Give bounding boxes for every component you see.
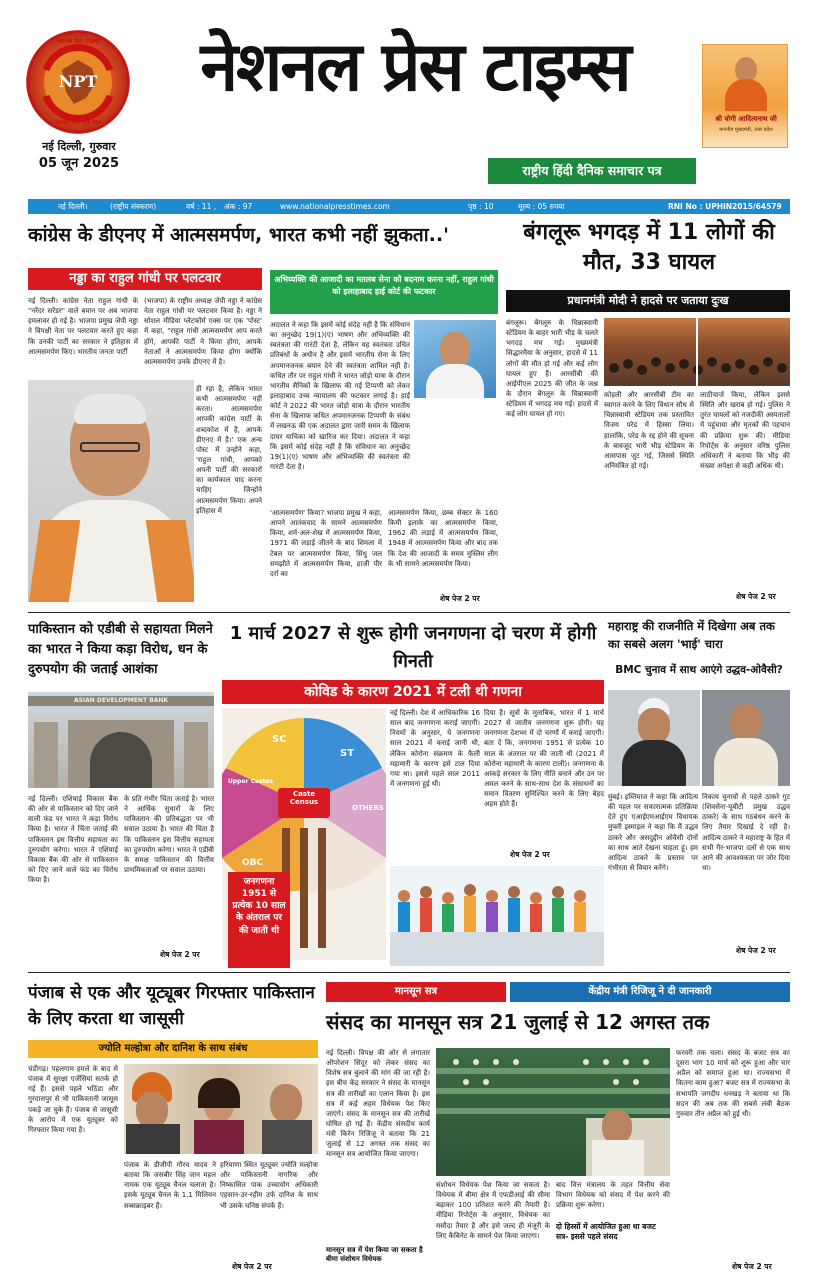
divider-lower	[28, 972, 790, 973]
story8-col3: बाद वित्त मंत्रालय के तहत वित्तीय सेवा विभाग विधेयक को संसद में पेश करने की प्रक्रिया शुरू करेगा।	[556, 1181, 670, 1210]
story5-headline: 1 मार्च 2027 से शुरू होगी जनगणना दो चरण में होगी गिनती	[229, 623, 597, 672]
story3-more: शेष पेज 2 पर	[736, 592, 776, 601]
story8-headline: संसद का मानसून सत्र 21 जुलाई से 12 अगस्त तक	[326, 1010, 710, 1034]
story8-tag: केंद्रीय मंत्री रिजिजू ने दी जानकारी	[510, 982, 790, 1002]
story3-subhead: प्रधानमंत्री मोदी ने हादसे पर जताया दुःख	[506, 290, 790, 312]
masthead	[0, 0, 816, 196]
info-price: मूल्य : 05 रुपया	[518, 202, 565, 211]
story7-col2: पंजाब के डीजीपी गौरव यादव ने बताया कि जसबीर सिंह जान महल नामक एक यूट्यूब चैनल चलाता है। इसके यूट्यूब चैनल के 1.1 मिलियन सब्सक्राइबर हैं।	[124, 1161, 216, 1210]
stampede-photo	[604, 318, 790, 386]
owaisi-photo	[608, 690, 700, 786]
graphic-label-sc: SC	[272, 734, 287, 745]
story1-headline: कांग्रेस के डीएनए में आत्मसमर्पण, भारत कभी नहीं झुकता..'	[28, 224, 449, 246]
story8-more: शेष पेज 2 पर	[732, 1262, 772, 1271]
ad-subcaption: माननीय मुख्यमंत्री, उत्तर प्रदेश	[719, 127, 773, 133]
story8-col2: संशोधन विधेयक पेश किया जा सकता है। विधेयक में बीमा क्षेत्र में एफडीआई की सीमा बढ़ाकर 100 प्रतिशत करने की तैयारी है। मीडिया रिपोर्ट्स के अनुसार, विधेयक का मसौदा तैयार है और इसे जल्द ही मंजूरी के लिए कैबिनेट के सामने पेश किया जाएगा।	[436, 1181, 550, 1240]
story2-col2: 'आत्मसमर्पण' किया? भाजपा प्रमुख ने कहा, आपने आतंकवाद के सामने आत्मसमर्पण किया, शर्म-अल-शेख में आत्मसमर्पण किया, 1971 की लड़ाई जीतने के बाद शिमला में टेबल पर आत्मसमर्पण किया, सिंधु जल समझौते में आत्मसमर्पण किया, हाजी पीर दर्रा का	[270, 509, 382, 578]
story5-col1: नई दिल्ली। देश में आधिकारिक 16 साल बाद जनगणना कराई जाएगी। नियमों के अनुसार, ये जनगणना साल 2021 में कराई जानी थी, लेकिन कोरोना संक्रमण के फैली महामारी के कारण इसे टाल दिया गया था। इससे पहले साल 2011 में जनगणना हुई थी।	[390, 709, 480, 788]
uddhav-photo	[702, 690, 790, 786]
story4-more: शेष पेज 2 पर	[160, 950, 200, 959]
info-pages: पृष्ठ : 10	[468, 202, 494, 211]
story4-col2: के प्रति गंभीर चिंता जताई है। भारत ने आर्थिक सुधारों के लिए पाकिस्तान की प्रतिबद्धता पर भी सवाल उठाया है। भारत की चिंता है कि पाकिस्तान इस वित्तीय सहायता का दुरुपयोग करेगा। भारत ने एडीबी के समक्ष पाकिस्तान की वित्तीय प्राथमिकताओं पर सवाल उठाया।	[124, 795, 214, 874]
story3-col3: लाठीचार्ज किया, लेकिन इससे स्थिति और खराब हो गई। पुलिस ने तुरंत घायलों को नजदीकी अस्पतालों में पहुंचाया और मृतकों की पहचान की प्रक्रिया शुरू की। मीडिया रिपोर्ट्स के अनुसार वरिष्ठ पुलिस अधिकारी ने बताया कि भीड़ की संख्या अपेक्षा से कहीं अधिक थी।	[700, 391, 790, 470]
info-volume: वर्ष : 11 ,	[186, 202, 217, 211]
story2-more: शेष पेज 2 पर	[440, 594, 480, 603]
story8-inner-head: मानसून सत्र में पेश किया जा सकता है बीमा संशोधन विधेयक	[326, 1246, 423, 1264]
newspaper-subtitle: राष्ट्रीय हिंदी दैनिक समाचार पत्र	[488, 158, 696, 184]
npt-logo	[26, 30, 130, 134]
graphic-label-st: ST	[340, 748, 355, 759]
story2-col3: आत्मसमर्पण किया, छम्ब सेक्टर के 160 किमी इलाके का आत्मसमर्पण किया, 1962 की लड़ाई में आत्मसमर्पण किया, 1948 में आत्मसमर्पण किया और बाद तक कि देश की आजादी के समय मुस्लिम लीग के भी सामने आत्मसमर्पण किया।	[388, 509, 498, 568]
story6-col2: निकाय चुनावों से पहले ठाकरे गुट (शिवसेना-यूबीटी प्रमुख उद्धव ठाकरे) के साथ गठबंधन करने के लिए तैयार दिखाई दे रही है। आदित्य ठाकरे ने महाराष्ट्र के हित में सभी गैर-भाजपा दलों से एक साथ आने की आवश्यकता पर जोर दिया था।	[702, 793, 790, 872]
cm-advertisement	[702, 44, 788, 148]
story7-col3: हरियाणा स्थित यूट्यूबर ज्योति मल्होत्रा और पाकिस्तानी नागरिक और निष्कासित पाक उच्चायोग अधिकारी एहसान-उर-रहीम उर्फ दानिश के साथ भी उसके घनिष्ठ संपर्क हैं।	[220, 1161, 318, 1210]
youtuber-photo	[124, 1064, 318, 1154]
divider-mid	[28, 612, 790, 613]
story6-subhead: BMC चुनाव में साथ आएंगे उद्धव-ओवैसी?	[615, 664, 783, 676]
census-caption-box	[228, 872, 290, 968]
adb-photo	[28, 692, 214, 788]
census-caption: जनगणना 1951 से प्रत्येक 10 साल के अंतराल पर की जाती थी	[232, 877, 286, 936]
story5-subhead: कोविड के कारण 2021 में टली थी गणना	[222, 680, 604, 704]
info-rni: RNI No : UPHIN2015/64579	[668, 202, 782, 211]
story8-col4: फरवरी तक चला। संसद के बजट सत्र का दूसरा भाग 10 मार्च को शुरू हुआ और चार अप्रैल को समाप्त हुआ था। राज्यसभा में कितना काम हुआ? बजट सत्र में राज्यसभा के सभापति जगदीप धनखड़ ने बताया था कि सदन की अब तक की सबसे लंबी बैठक गुरुवार तीन अप्रैल को हुई थी।	[676, 1049, 790, 1118]
info-issue: अंक : 97	[224, 202, 253, 211]
story5-more: शेष पेज 2 पर	[510, 850, 550, 859]
story2-col1: अदालत ने कहा कि इसमें कोई संदेह नहीं है कि संविधान का अनुच्छेद 19(1)(ए) भाषण और अभिव्यक्ति की स्वतंत्रता की गारंटी देता है, लेकिन यह स्वतंत्रता उचित प्रतिबंधों के अधीन है और इसमें भारतीय सेना के लिए अपमानजनक बयान देने की स्वतंत्रता शामिल नहीं है। कथित तौर पर राहुल गांधी ने भारत जोड़ो यात्रा के दौरान भारतीय सैनिकों के खिलाफ की गई टिप्पणी को लेकर इलाहाबाद उच्च न्यायालय की फटकार लगाई है। हाई कोर्ट ने 2022 की भारत जोड़ो यात्रा के दौरान भारतीय सेना के खिलाफ कथित अपमानजनक टिप्पणी के संबंध में लखनऊ की एक अदालत द्वारा जारी समन के खिलाफ दायर याचिका को खारिज कर दिया। अदालत ने कहा कि इसमें कोई संदेह नहीं है कि संविधान का अनुच्छेद 19(1)(ए) भाषण और अभिव्यक्ति की स्वतंत्रता की गारंटी देता है।	[270, 321, 410, 471]
graphic-label-caste-census: Caste Census	[289, 790, 319, 807]
newspaper-title: नेशनल प्रेस टाइम्स	[200, 28, 630, 107]
crowd-illustration	[390, 866, 604, 966]
story7-col1: चंडीगढ़। पहलगाम हमले के बाद से पंजाब में सुरक्षा एजेंसियां सतर्क हो गई हैं। इससे पहले भठिंडा और गुरदासपुर से भी पाकिस्तानी जासूस पकड़े जा चुके हैं। पंजाब से जासूसी के आरोप में एक यूट्यूबर को गिरफ्तार किया गया है।	[28, 1065, 118, 1134]
adb-sign: ASIAN DEVELOPMENT BANK	[73, 697, 169, 704]
story6-more: शेष पेज 2 पर	[736, 946, 776, 955]
ad-caption: श्री योगी आदित्यनाथ जी	[715, 115, 777, 123]
story1-col1: नई दिल्ली। कांग्रेस नेता राहुल गांधी के "नरेंदर सरेंडर" वाले बयान पर अब भाजपा हमलावर हो गई है। भाजपा प्रमुख जेपी नड्डा ने विपक्षी नेता पर पलटवार करते हुए कहा कि उनकी पार्टी का सरकार ने इतिहास में आत्मसमर्पण किए। भारतीय जनता पार्टी	[28, 297, 138, 356]
info-city: नई दिल्ली।	[58, 202, 88, 211]
rahul-photo	[414, 320, 496, 398]
cm-portrait	[725, 55, 767, 111]
nadda-photo	[28, 380, 194, 602]
issue-date: 05 जून 2025	[38, 156, 120, 171]
logo-text: NPT	[58, 72, 98, 91]
story7-headline: पंजाब से एक और यूट्यूबर गिरफ्तार पाकिस्तान के लिए करता था जासूसी	[28, 983, 315, 1030]
story1-subhead: नड्डा का राहुल गांधी पर पलटवार	[28, 268, 262, 290]
story7-subhead: ज्योति मल्होत्रा और दानिश के साथ संबंध	[28, 1040, 318, 1058]
logo-ring-bottom: नेशनल हिंदी न्यूज़ पेपर	[55, 120, 101, 126]
story7-more: शेष पेज 2 पर	[232, 1262, 272, 1271]
city-day: नई दिल्ली, गुरुवार	[42, 140, 116, 153]
story3-col1: बंगलूरू। बेंगलूरु के चिन्नास्वामी स्टेडियम के बाहर भारी भीड़ के चलते भगदड़ मच गई। मुख्यमंत्री सिद्धारमैया के अनुसार, हादसे में 11 लोगों की मौत हो गई और कई लोग घायल हुए हैं। आरसीबी की आईपीएल 2025 की जीत के जश्न के दौरान बेंगलूरु के चिन्नास्वामी स्टेडियम में भगदड़ मच गई। हादसे में कई लोग घायल हो गए।	[506, 319, 598, 419]
story4-col1: नई दिल्ली। एशियाई विकास बैंक की ओर से पाकिस्तान को दिए जाने वाली फंड पर भारत ने कड़ा विरोध किया है। भारत ने चिंता जताई की पाकिस्तान इस वित्तीय सहायता का दुरुपयोग करेगा। भारत ने एशियाई विकास बैंक की ओर से पाकिस्तान को दिए जाने वाले फंड का विरोध किया है।	[28, 795, 118, 885]
graphic-label-obc: OBC	[242, 858, 264, 868]
story1-col2: (भाजपा) के राष्ट्रीय अध्यक्ष जेपी नड्डा ने कांग्रेस नेता राहुल गांधी पर पलटवार किया है। नड्डा ने सोशल मीडिया प्लेटफॉर्म एक्स पर एक 'पोस्ट' में कहा, "राहुल गांधी आत्मसमर्पण आप करते होंगे, आपकी पार्टी ने किया होगा, आपके नेताओं ने आत्मसमर्पण किया होगा क्योंकि आत्मसमर्पण उनके डीएनए में है।	[144, 297, 262, 366]
story2-kicker: अभिव्यक्ति की आजादी का मतलब सेना को बदनाम करना नहीं, राहुल गांधी को इलाहाबाद हाई कोर्ट की फटकार	[274, 275, 494, 296]
info-bar	[28, 199, 790, 214]
graphic-label-upper: Upper Castes	[228, 778, 274, 785]
story2-kicker-box	[270, 270, 498, 314]
story4-headline: पाकिस्तान को एडीबी से सहायता मिलने का भारत ने किया कड़ा विरोध, धन के दुरुपयोग की जताई आशंका	[28, 622, 213, 678]
story6-headline: महाराष्ट्र की राजनीति में दिखेगा अब तक का सबसे अलग 'भाई' चारा	[608, 619, 775, 651]
logo-ring-top: नेशनल प्रेस टाइम्स	[56, 37, 100, 45]
info-edition: (राष्ट्रीय संस्करण)	[110, 202, 157, 211]
story3-headline: बंगलूरू भगदड़ में 11 लोगों की मौत, 33 घायल	[523, 220, 775, 275]
story6-col1: मुंबई। इम्तियाज ने कहा कि आदित्य की पहल पर सकारात्मक प्रतिक्रिया देते हुए एआईएमआईएम विधायक मुफ्ती इस्माइल ने कहा कि मैं उद्धव ठाकरे और असदुद्दीन ओवैसी दोनों का साथ आते देखना चाहता हूं। हम आदित्य ठाकरे के प्रस्ताव पर गंभीरता से विचार करेंगे।	[608, 793, 698, 872]
story8-col1: नई दिल्ली। विपक्ष की ओर से लगातार ऑपरेशन सिंदूर को लेकर संसद का विशेष सत्र बुलाने की मांग की जा रही है। इस बीच केंद्र सरकार ने संसद के मानसून सत्र की तारीखों का एलान किया है। इस सत्र में कई अहम विधेयक पेश किए जाएंगे। संसद के मानसून सत्र की तारीखें घोषित हो गई हैं। केंद्रीय संसदीय कार्य मंत्री किरेन रिजिजू ने बताया कि 21 जुलाई से 12 अगस्त तक संसद का मानसून सत्र आयोजित किया जाएगा।	[326, 1049, 430, 1159]
story8-inner-head2: दो हिस्सों में आयोजित हुआ था बजट सत्र- इससे पहले संसद	[556, 1222, 656, 1242]
parliament-photo	[436, 1048, 670, 1176]
info-website: www.nationalpresstimes.com	[280, 202, 390, 211]
story1-col3: ही रहा है, लेकिन भारत कभी आत्मसमर्पण नहीं करता। आत्मसमर्पण आपकी कांग्रेस पार्टी के शब्दकोश में है, आपके डीएनए में है।' एक अन्य पोस्ट में उन्होंने कहा, 'राहुल गांधी, आपको अपनी पार्टी की सरकारों का कार्यकाल याद करना चाहिए जिन्होंने आत्मसमर्पण किया। अपने इतिहास में	[196, 385, 262, 515]
story8-section: मानसून सत्र	[326, 982, 506, 1002]
graphic-label-others: OTHERS	[352, 804, 384, 812]
story3-col2: कोहली और आरसीबी टीम का स्वागत करने के लिए विधान सौध से चिन्नास्वामी स्टेडियम तक प्रस्तावित विजय परेड में हिस्सा लिया। हालांकि, परेड के रद्द होने की सूचना के बावजूद भारी भीड़ स्टेडियम के आसपास जुट गई, जिससे स्थिति अनियंत्रित हो गई।	[604, 391, 694, 470]
story5-col2: दिया है। सूत्रों के मुताबिक, भारत में 1 मार्च 2027 से जातीय जनगणना शुरू होगी। यह जनगणना देशभर में दो चरणों में कराई जाएगी। बता दें कि, जनगणना 1951 से प्रत्येक 10 साल के अंतराल पर की जाती थी (2021 में कोरोना महामारी के कारण टाली)। जनगणना के आंकड़े सरकार के लिए नीति बनाने और उन पर अमल करने के साथ-साथ देश के संसाधनों का समान वितरण सुनिश्चित करने के लिए बेहद अहम होते हैं।	[484, 709, 604, 809]
